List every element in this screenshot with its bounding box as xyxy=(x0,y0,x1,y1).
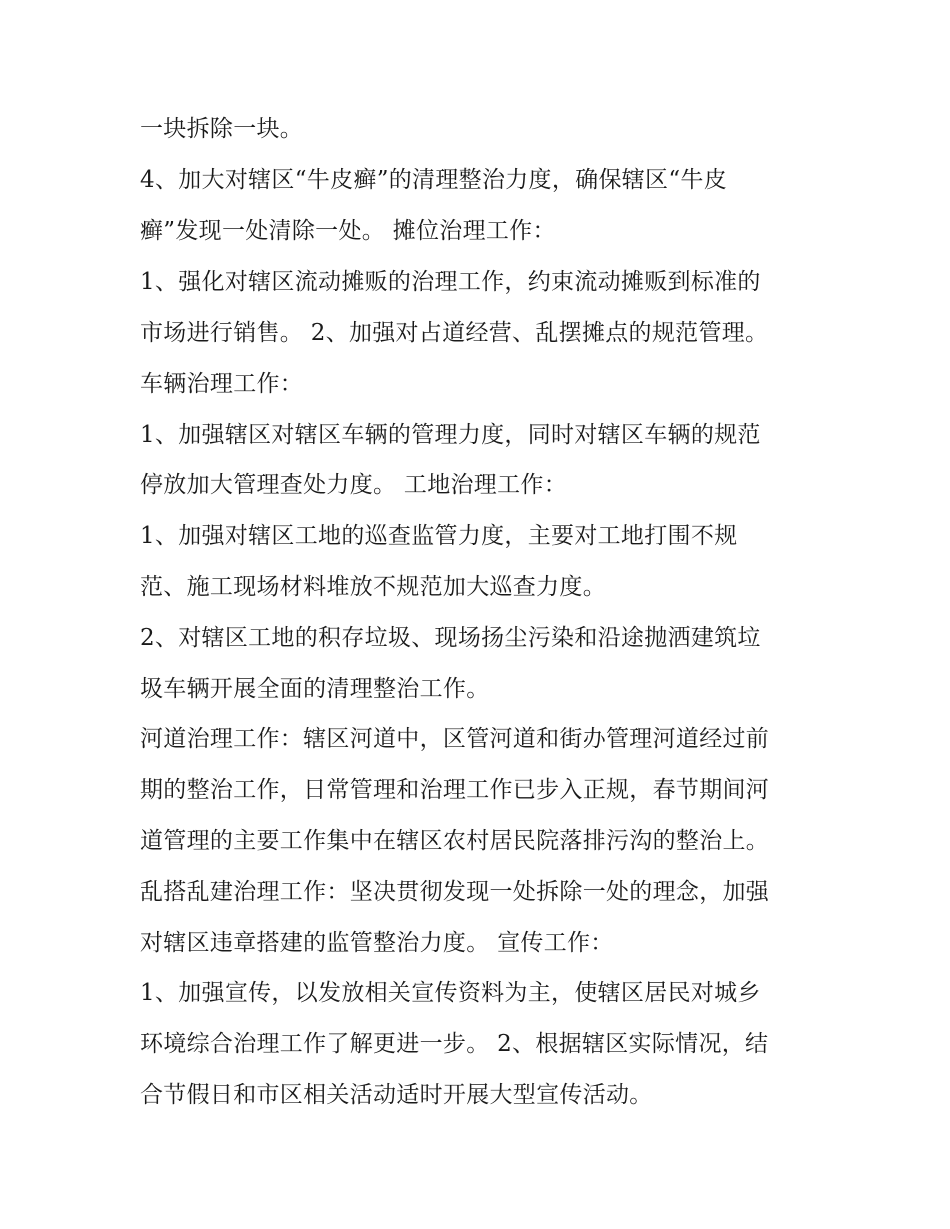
text-line: 1、加强对辖区工地的巡查监管力度，主要对工地打围不规 xyxy=(140,523,738,549)
text-line: 道管理的主要工作集中在辖区农村居民院落排污沟的整治上。 xyxy=(140,828,770,854)
text-line: 期的整治工作，日常管理和治理工作已步入正规，春节期间河 xyxy=(140,777,770,803)
text-line: 1、强化对辖区流动摊贩的治理工作，约束流动摊贩到标准的 xyxy=(140,269,761,295)
text-line: 1、加强宣传，以发放相关宣传资料为主，使辖区居民对城乡 xyxy=(140,980,761,1006)
text-line: 合节假日和市区相关活动适时开展大型宣传活动。 xyxy=(140,1082,653,1108)
text-line: 4、加大对辖区“牛皮癣”的清理整治力度，确保辖区“牛皮 xyxy=(140,167,728,193)
text-line: 1、加强辖区对辖区车辆的管理力度，同时对辖区车辆的规范 xyxy=(140,422,761,448)
text-line: 停放加大管理查处力度。 工地治理工作： xyxy=(140,472,568,498)
text-line: 圾车辆开展全面的清理整治工作。 xyxy=(140,676,490,702)
text-line: 2、对辖区工地的积存垃圾、现场扬尘污染和沿途抛洒建筑垃 xyxy=(140,625,761,651)
text-line: 对辖区违章搭建的监管整治力度。 宣传工作： xyxy=(140,930,614,956)
text-line: 环境综合治理工作了解更进一步。 2、根据辖区实际情况，结 xyxy=(140,1031,769,1057)
text-line: 车辆治理工作： xyxy=(140,371,304,397)
text-line: 癣”发现一处清除一处。 摊位治理工作： xyxy=(140,218,556,244)
text-line: 一块拆除一块。 xyxy=(140,116,304,142)
text-line: 范、施工现场材料堆放不规范加大巡查力度。 xyxy=(140,574,606,600)
text-line: 市场进行销售。 2、加强对占道经营、乱摆摊点的规范管理。 xyxy=(140,320,769,346)
text-line: 乱搭乱建治理工作：坚决贯彻发现一处拆除一处的理念，加强 xyxy=(140,879,770,905)
text-line: 河道治理工作：辖区河道中，区管河道和街办管理河道经过前 xyxy=(140,726,770,752)
